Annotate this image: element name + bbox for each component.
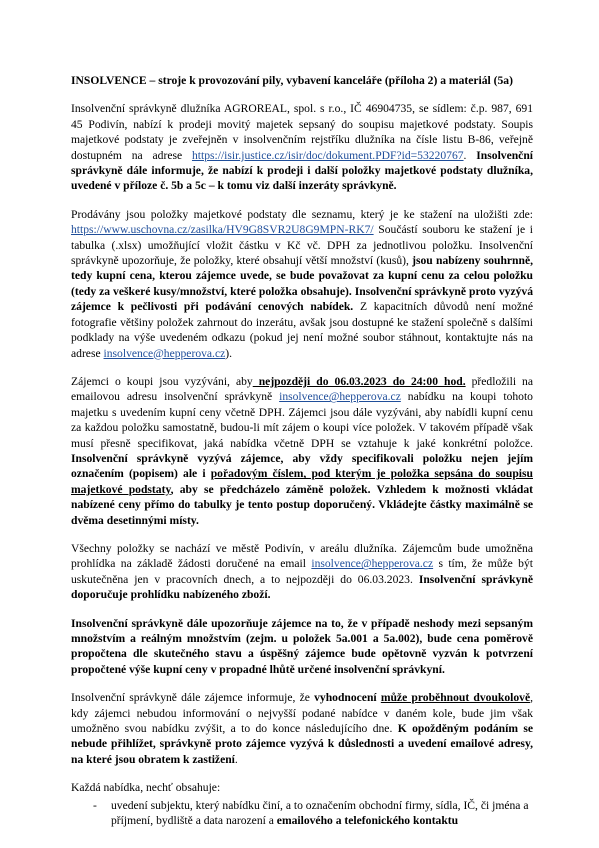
deadline-bold-1: Insolvenční správkyně vyzývá zájemce, aby vždy specifikovali položku nejen jejím označením (popisem) ale i bbox=[71, 451, 533, 481]
uschovna-link[interactable]: https://www.uschovna.cz/zasilka/HV9G8SVR2U8G9MPN-RK7/ bbox=[71, 223, 374, 237]
isir-link[interactable]: https://isir.justice.cz/isir/doc/dokument.PDF?id=53220767 bbox=[191, 148, 464, 162]
paragraph-evaluation bbox=[71, 690, 533, 767]
evaluation-bold-underline: může proběhnout dvoukolově bbox=[380, 691, 531, 705]
intro-bold-notice: Insolvenční správkyně dále informuje, že nabízí k prodeji i další položky majetkové podstaty dlužníka, uvedené v příloze č. 5b a 5c – k tomu viz další inzeráty správkyně. bbox=[71, 148, 533, 193]
list-item-bold: emailového a telefonického kontaktu bbox=[276, 814, 459, 828]
evaluation-bold-2: K opožděným podáním se nebude přihlížet, správkyně proto zájemce vyzývá k důslednosti a uvedení emailové adresy, na které jsou obratem k zastižení bbox=[71, 722, 533, 766]
items-text-4: ). bbox=[225, 346, 233, 360]
items-bold-notice: jsou nabízeny souhrnně, tedy kupní cena, kterou zájemce uvede, se bude považovat za kupní cenu za celou položku (tedy za veškeré kusy/množství, které položka obsahuje). Insolvenční správkyně proto vyzývá zájemce k pečlivosti při podávání cenových nabídek. bbox=[71, 254, 534, 314]
quantity-bold: Insolvenční správkyně dále upozorňuje zájemce na to, že v případě neshody mezi sepsaným množstvím a reálným množstvím (zejm. u položek 5a.001 a 5a.002), bude cena poměrově propočtena dle skutečného stavu a úspěšný zájemce bude opětovně vyzván k potvrzení propočtené výše kupní ceny v propadné lhůtě určené insolvenční správkyní. bbox=[71, 616, 533, 676]
inspection-bold: Insolvenční správkyně doporučuje prohlídku nabízeného zboží. bbox=[71, 572, 533, 602]
list-item bbox=[71, 798, 533, 829]
evaluation-text-2: , kdy zájemci nebudou informování o nejvyšší podané nabídce v daném kole, bude jim však umožněno svou nabídku zvýšit, a to do konce následujícího dne. bbox=[71, 691, 534, 736]
document-title: INSOLVENCE – stroje k provozování pily, vybavení kanceláře (příloha 2) a materiál (5a) bbox=[71, 74, 513, 87]
inspection-text: Všechny položky se nachází ve městě Podivín, v areálu dlužníka. Zájemcům bude umožněna prohlídka na základě žádosti doručené na email bbox=[71, 541, 533, 571]
paragraph-intro bbox=[71, 101, 533, 193]
email-link[interactable]: insolvence@hepperova.cz bbox=[279, 390, 401, 404]
email-link[interactable]: insolvence@hepperova.cz bbox=[103, 346, 226, 360]
intro-text-2: . bbox=[463, 148, 477, 162]
items-text: Prodávány jsou položky majetkové podstaty dle seznamu, který je ke stažení na uložišti zde: bbox=[71, 207, 533, 221]
evaluation-bold: vyhodnocení bbox=[314, 691, 381, 705]
paragraph-deadline bbox=[71, 374, 533, 528]
paragraph-items-list bbox=[71, 207, 533, 361]
deadline-bold-underline: pořadovým číslem, pod kterým je položka sepsána do soupisu majetkové podstaty bbox=[71, 467, 533, 496]
deadline-date: nejpozději do 06.03.2023 do 24:00 hod. bbox=[252, 374, 466, 388]
list-item-text: uvedení subjektu, který nabídku činí, a to označením obchodní firmy, sídla, IČ, či jména a příjmení, bydliště a data narození a bbox=[111, 798, 529, 828]
deadline-text-3: nabídku na koupi tohoto majetku s uvedením kupní ceny včetně DPH. Zájemci jsou dále vyzýváni, aby nabídli kupní cenu za každou položku samostatně, budou-li mít zájem o koupi více položek. V takovém případě však musí přesně specifikovat, jaká nabídka včetně DPH se vztahuje k jaké konkrétní položce. bbox=[71, 390, 533, 450]
intro-text: Insolvenční správkyně dlužníka AGROREAL, spol. s r.o., IČ 46904735, se sídlem: č.p. 987, 691 45 Podivín, nabízí k prodeji movitý majetek sepsaný do soupisu majetkové podstaty. Soupis majetkové podstaty je zveřejněn v insolvenčním rejstříku dlužníka na čísle listu B-86, veřejně dostupném na adrese bbox=[71, 102, 533, 162]
evaluation-text: Insolvenční správkyně dále zájemce informuje, že bbox=[71, 691, 315, 705]
deadline-bold-2: , aby se předcházelo záměně položek. Vzhledem k možnosti vkládat nabízené ceny přímo do tabulky je tento postup doporučený. Vkládejte částky maximálně se dvěma desetinnými místy. bbox=[71, 482, 533, 527]
paragraph-inspection bbox=[71, 541, 533, 603]
paragraph-quantity-notice bbox=[71, 616, 533, 678]
items-text-3: Z kapacitních důvodů není možné fotografie většiny položek zahrnout do inzerátu, avšak jsou dostupné ke stažení společně s dalšími podklady na výše uvedeném odkazu (pokud jej není možné soubor stáhnout, kontaktujte nás na adrese bbox=[71, 300, 533, 360]
deadline-text-2: předložili na emailovou adresu insolvenční správkyně bbox=[71, 374, 534, 404]
deadline-text: Zájemci o koupi jsou vyzýváni, aby bbox=[71, 374, 253, 388]
offer-requirements-list bbox=[71, 798, 533, 829]
list-dash: - bbox=[93, 798, 97, 812]
items-text-2: Součástí souboru ke stažení je i tabulka (.xlsx) umožňující vložit částku v Kč vč. DPH za jednotlivou položku. Insolvenční správkyně upozorňuje, že položky, které obsahují větší množství (kusů), bbox=[71, 223, 533, 268]
paragraph-offer-contents: Každá nabídka, nechť obsahuje: bbox=[71, 781, 221, 795]
email-link[interactable]: insolvence@hepperova.cz bbox=[311, 557, 434, 571]
inspection-text-2: s tím, že může být uskutečněna jen v pracovních dnech, a to nejpozději do 06.03.2023. bbox=[71, 557, 534, 586]
evaluation-text-3: . bbox=[234, 752, 238, 766]
